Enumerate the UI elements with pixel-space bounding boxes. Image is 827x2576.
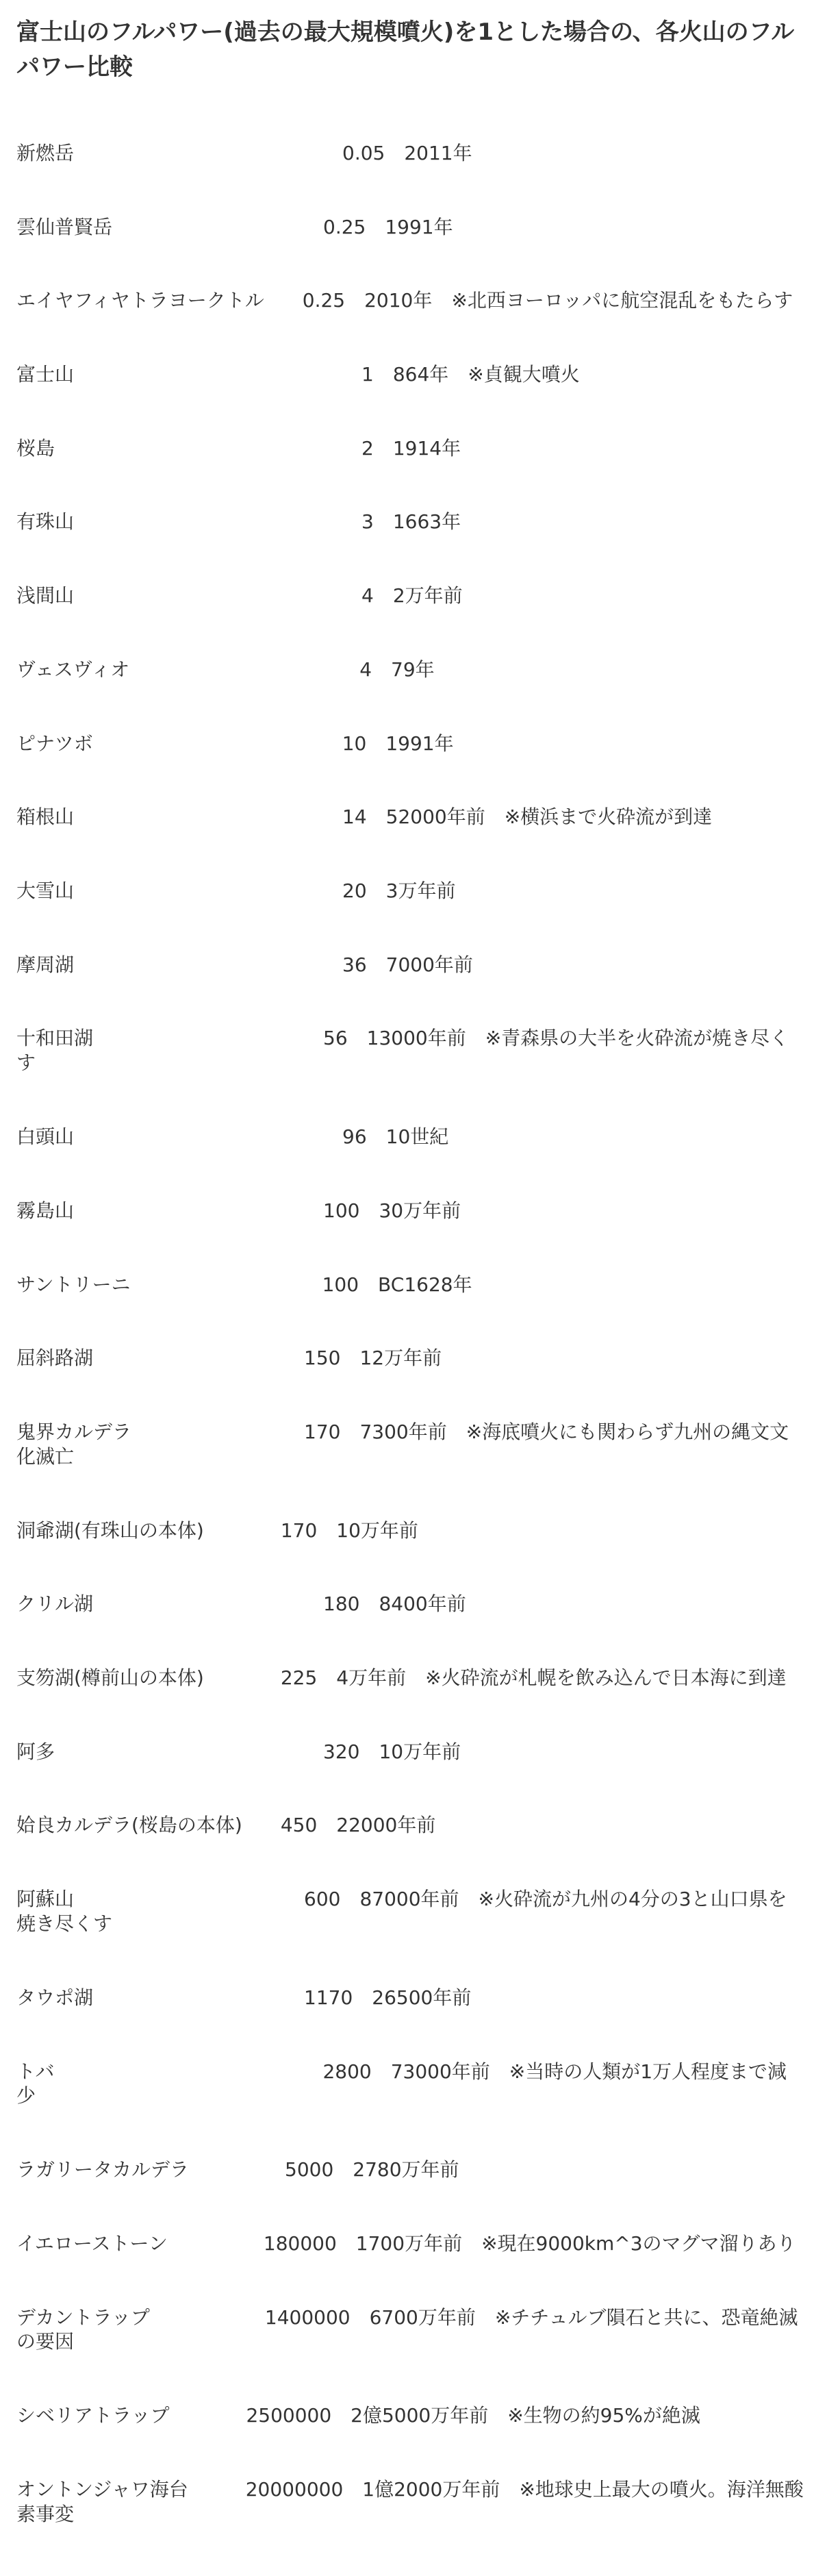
list-item: 富士山 1 864年 ※貞観大噴火 (16, 362, 580, 386)
list-item: ヴェスヴィオ 4 79年 (16, 658, 435, 681)
list-item: タウポ湖 1170 26500年前 (16, 1986, 472, 2009)
list-item: 十和田湖 56 13000年前 ※青森県の大半を火砕流が焼き尽くす (16, 1027, 789, 1075)
list-item: 有珠山 3 1663年 (16, 510, 461, 534)
list-item: 支笏湖(樽前山の本体) 225 4万年前 ※火砕流が札幌を飲み込んで日本海に到達 (16, 1666, 787, 1689)
list-item: 箱根山 14 52000年前 ※横浜まで火砕流が到達 (16, 805, 713, 829)
list-item: 屈斜路湖 150 12万年前 (16, 1347, 442, 1370)
list-item: 新燃岳 0.05 2011年 (16, 141, 472, 164)
list-item: ピナツボ 10 1991年 (16, 731, 454, 755)
list-item: 雲仙普賢岳 0.25 1991年 (16, 215, 453, 238)
list-item: サントリーニ 100 BC1628年 (16, 1273, 472, 1296)
list-item: 鬼界カルデラ 170 7300年前 ※海底噴火にも関わらず九州の縄文文化滅亡 (16, 1420, 789, 1468)
list-item: 姶良カルデラ(桜島の本体) 450 22000年前 (16, 1814, 436, 1837)
list-item: エイヤフィヤトラヨークトル 0.25 2010年 ※北西ヨーロッパに航空混乱をもたらす (16, 289, 793, 312)
list-item: 阿蘇山 600 87000年前 ※火砕流が九州の4分の3と山口県を焼き尽くす (16, 1888, 787, 1936)
list-item: 浅間山 4 2万年前 (16, 584, 463, 608)
list-item: クリル湖 180 8400年前 (16, 1592, 466, 1616)
list-item: 白頭山 96 10世紀 (16, 1125, 449, 1149)
list-item: デカントラップ 1400000 6700万年前 ※チチュルブ隕石と共に、恐竜絶滅の要因 (16, 2305, 798, 2353)
list-item: 桜島 2 1914年 (16, 436, 461, 460)
list-item: 摩周湖 36 7000年前 (16, 953, 473, 976)
volcano-list (16, 92, 804, 2576)
list-item: ラガリータカルデラ 5000 2780万年前 (16, 2158, 459, 2181)
list-item: 大雪山 20 3万年前 (16, 879, 456, 902)
list-item: 洞爺湖(有珠山の本体) 170 10万年前 (16, 1518, 418, 1542)
list-item: トバ 2800 73000年前 ※当時の人類が1万人程度まで減少 (16, 2060, 787, 2108)
list-item: オントンジャワ海台 20000000 1億2000万年前 ※地球史上最大の噴火。海洋無酸素事変 (16, 2477, 804, 2525)
list-item: イエローストーン 180000 1700万年前 ※現在9000km^3のマグマ溜りあり (16, 2231, 796, 2255)
list-item: 阿多 320 10万年前 (16, 1740, 461, 1763)
list-item: シベリアトラップ 2500000 2億5000万年前 ※生物の約95%が絶滅 (16, 2404, 700, 2427)
page-title: 富士山のフルパワー(過去の最大規模噴火)を1とした場合の、各火山のフルパワー比較 (16, 18, 795, 81)
list-item: 霧島山 100 30万年前 (16, 1199, 461, 1222)
